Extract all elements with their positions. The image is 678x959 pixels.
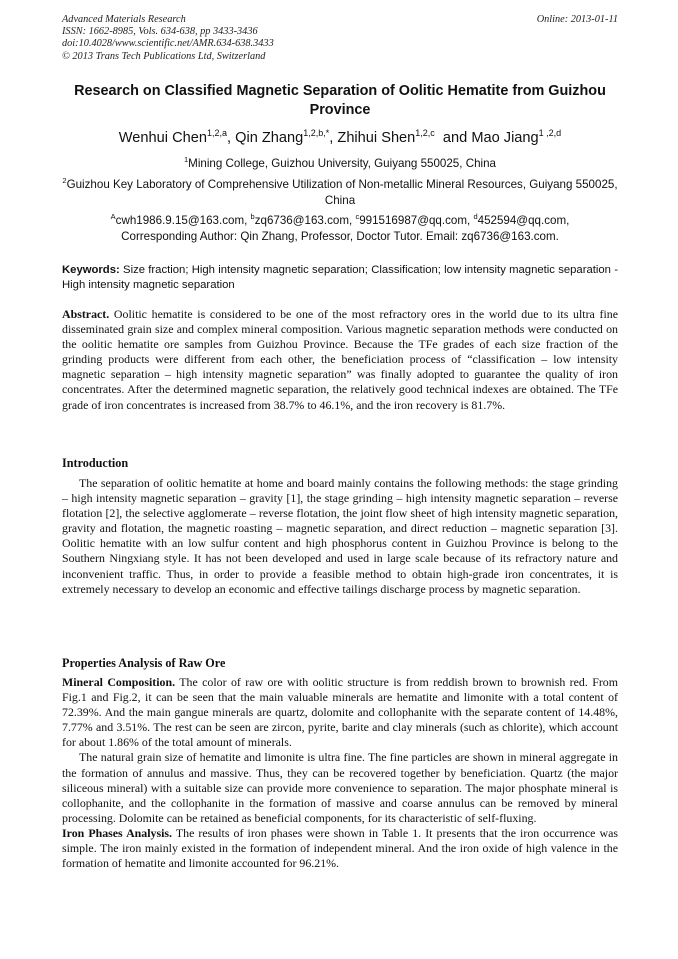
section-heading-introduction: Introduction — [62, 456, 129, 470]
keywords-block — [62, 263, 618, 293]
email-link[interactable]: 991516987@qq.com, — [359, 214, 474, 227]
author-name: Mao Jiang — [471, 130, 539, 146]
email-marker: c — [355, 212, 360, 221]
email-marker: b — [250, 212, 255, 221]
mineral-composition-text: The color of raw ore with oolitic structure is from reddish brown to brownish red. From Fig.1 and Fig.2, it can be seen that the main valuable minerals are hematite and limonite with a total content of 72.39%. And the main gangue minerals are quartz, dolomite and collophanite with the separate content of 14.48%, 7.77% and 3.51%. The rest can be seen are zircon, pyrite, barite and clay minerals (such as chlorite), which account for about 1.86% of the total amount of minerals. — [62, 675, 618, 750]
email-marker: d — [473, 212, 478, 221]
affiliation-marker: 1 — [183, 155, 189, 164]
affiliation-1 — [62, 156, 618, 172]
author-affil-marker: 1,2,b,* — [303, 128, 330, 138]
article-doi: doi:10.4028/www.scientific.net/AMR.634-638.3433 — [62, 38, 274, 50]
email-marker: A — [110, 212, 116, 221]
online-date: Online: 2013-01-11 — [536, 14, 618, 25]
grain-size-paragraph: The natural grain size of hematite and limonite is ultra fine. The fine particles are shown in mineral aggregate in the formation of annulus and massive. Thus, they can be recovered together by beneficiation. Quartz (the major siliceous mineral) with a suitable size can provide more convenience to separation. The major phosphate mineral is collophanite, and the collophanite in the formation of massive and coarse annulus can be removed by mineral processing. Dolomite can be retained as beneficial components, for its characteristic of self-fluxing. — [62, 750, 618, 825]
affiliation-2 — [62, 177, 618, 210]
abstract-block — [62, 307, 618, 413]
email-link[interactable]: zq6736@163.com, — [254, 214, 356, 227]
email-link[interactable]: cwh1986.9.15@163.com, — [115, 214, 251, 227]
properties-block — [62, 675, 618, 871]
keywords-label: Keywords: — [62, 264, 120, 276]
corresponding-author: Corresponding Author: Qin Zhang, Professor, Doctor Tutor. Email: zq6736@163.com. — [121, 230, 559, 244]
affiliation-text: Guizhou Key Laboratory of Comprehensive Utilization of Non-metallic Mineral Resources, Guiyang 550025, China — [66, 178, 618, 208]
author-name: Wenhui Chen — [118, 130, 207, 146]
introduction-paragraph: The separation of oolitic hematite at home and board mainly contains the following methods: the stage grinding – high intensity magnetic separation – gravity [1], the stage grinding – high intensity magnetic separation – reverse flotation [2], the selective agglomerate – reverse flotation, the joint flow sheet of high intensity magnetic separation, gravity and flotation, the magnetic roasting – magnetic separation, and direct reduction – magnetic separation [3]. Oolitic hematite with an low sulfur content and high phosphorus content in Guizhou Province is belong to the Southern Ningxiang style. It has not been developed and used in large scale because of its refractory nature and inconvenient traffic. Thus, in order to provide a feasible method to obtain high-grade iron concentrates, it is extremely necessary to develop an economic and effective tailings discharge process by magnetic separation. — [62, 476, 618, 596]
email-link[interactable]: 452594@qq.com, — [477, 214, 570, 227]
mineral-composition-paragraph — [62, 675, 618, 750]
iron-phases-label: Iron Phases Analysis. — [62, 825, 173, 840]
author-affil-marker: 1,2,c — [415, 128, 435, 138]
author-affil-marker: 1 ,2,d — [538, 128, 562, 138]
mineral-composition-label: Mineral Composition. — [62, 675, 176, 689]
section-heading-properties: Properties Analysis of Raw Ore — [62, 656, 226, 670]
affiliation-text: Mining College, Guizhou University, Guiyang 550025, China — [188, 157, 496, 170]
journal-name: Advanced Materials Research — [62, 14, 186, 25]
copyright-line: © 2013 Trans Tech Publications Ltd, Switzerland — [62, 50, 266, 62]
paper-title: Research on Classified Magnetic Separation of Oolitic Hematite from Guizhou Province — [74, 83, 606, 118]
author-emails — [62, 213, 618, 246]
iron-phases-paragraph — [62, 826, 618, 871]
author-name: Qin Zhang — [235, 130, 304, 146]
author-affil-marker: 1,2,a — [206, 128, 227, 138]
journal-header — [62, 14, 618, 63]
journal-issn: ISSN: 1662-8985, Vols. 634-638, pp 3433-3436 — [62, 26, 258, 38]
keywords-text: Size fraction; High intensity magnetic separation; Classification; low intensity magnetic separation - High intensity magnetic separation — [62, 264, 618, 291]
abstract-label: Abstract. — [62, 307, 110, 321]
affiliation-marker: 2 — [62, 176, 67, 185]
iron-phases-text: The results of iron phases were shown in Table 1. It presents that the iron occurrence was simple. The iron mainly existed in the formation of independent mineral. And the iron oxide of high valence in the formation of hematite and limonite accounted for 96.21%. — [62, 825, 618, 871]
introduction-block — [62, 476, 618, 597]
author-list: Wenhui Chen$^{1,2,a}$, Qin Zhang$^{1,2,b,*}$, Zhihui Shen$^{1,2,c}$ and Mao Jiang$^{1 ,2,d}$ — [118, 128, 562, 146]
author-name: Zhihui Shen — [337, 130, 416, 146]
abstract-text: Oolitic hematite is considered to be one of the most refractory ores in the world due to its ultra fine disseminated grain size and complex mineral composition. Various magnetic separation methods were conducted on the oolitic hematite ore samples from Guizhou Province. Because the TFe grades of each size fraction of the grinding products were different from each other, the beneficiation process of “classification – low intensity magnetic separation – high intensity magnetic separation” was finally adopted to guarantee the quality of iron concentrates. After the determined magnetic separation, the relatively good technical indexes are obtained. The TFe grade of iron concentrates is increased from 38.7% to 46.1%, and the iron recovery is 81.7%. — [62, 307, 618, 412]
